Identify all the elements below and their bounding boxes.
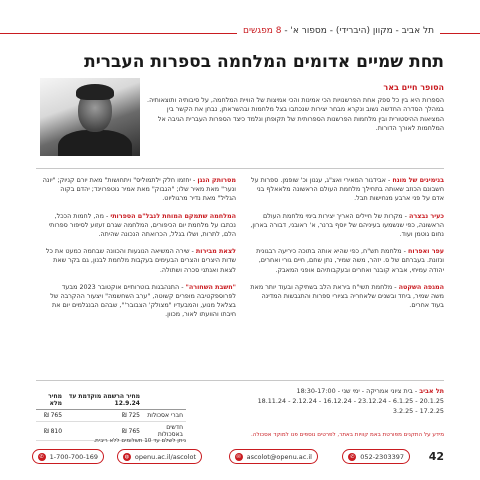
early-price: 765 ₪ bbox=[65, 422, 143, 441]
schedule-dates: 17.2.25 - 3.2.25 bbox=[392, 407, 444, 415]
lecture-item bbox=[40, 212, 236, 240]
lecture-title: מסרותק הנגן bbox=[197, 176, 236, 184]
lecture-desc: - מלחמת תש"ח, כפי שהיא אותה בתוכה כיריעה רבגונית ונזונת. בעברתם של ס. יזהר, משה שמיר, נתן שחם, חיים גורי ואחרים, יהודה עמיחי, אברא קובנר ואחרים ובעקבותיהם אופני המאבק. bbox=[256, 247, 444, 274]
lecture-item bbox=[40, 176, 236, 204]
lecture-item bbox=[40, 283, 236, 320]
session-count: 8 מפגשים bbox=[243, 26, 282, 36]
lecturer-name: הסופר חיים באר bbox=[383, 83, 444, 92]
header-strip bbox=[0, 26, 480, 40]
phone-icon: ✆ bbox=[350, 453, 355, 460]
lecture-desc: - התנהבגות בוטרותיים אוקטובר 2023 מבעד לפרוספקטיבה מופרים קשוטה, "ערב השחשמה" ויצעור ההקרבה של בצלאל מנוע, והמבעדיו "מצולק' הצבובר'", שבהם הבנגלמים יום את חיבתו והוועתו לאור, מכוון. bbox=[50, 282, 236, 319]
divider bbox=[36, 168, 444, 169]
location-detail: - בית ציוני אמריקה - ימי שני - 18:30-17:00 bbox=[296, 387, 420, 395]
lecture-desc: - מקרות של חיילים האריך יצירות בימי מלחמת העולם הראשונה, כפי שנשמעו בעיניהם של יוסף ברנר, א' ראובני, דבורה בארון, נחום גוטמן ועוד. bbox=[250, 211, 444, 239]
payment-note: ניתן לשלם עד 10 תשלומים ללא ריבית. bbox=[93, 438, 186, 444]
column-header bbox=[143, 391, 186, 410]
footer bbox=[0, 446, 480, 468]
series-info bbox=[237, 26, 440, 36]
column-header: מחיר מלא bbox=[36, 391, 65, 410]
email-address: ascolot@openu.ac.il bbox=[246, 452, 312, 461]
phone-number: 052-2303397 bbox=[360, 452, 404, 461]
lecture-desc: - מה, לחמות הככל, נכתבו על מלחמת יום הכיפורים, המלחמה שגרם זעזוע לסיפור ספרותי הלם, לתרות, ושלו בגלל, הכרואתה הנכונה שהיתה. bbox=[48, 211, 236, 239]
page-title: תחת שמיים אדומים המלחמה בספרות העברית bbox=[84, 52, 444, 72]
lecture-desc: - שירה המשיאה הנוגעות והכוונה שבחמה כמעט את כל שדות היצרים והצרים הבעימים בעקבות מלחמת לבנון, גם בקר שאת לצאת ואנתני סכרה ושתולה. bbox=[45, 247, 236, 274]
lecture-desc: - יחזמו חלק ילתמוליס" ויתחושות" מאת יורם קניוק; "יונה ונער" מאת מאיר שלו; "הגבוק" מאת אמיר גוטפרוינד; יהדם בקוה הגליל" מאת נדיר מרגוליוט. bbox=[42, 176, 236, 203]
lecture-desc: - מלחמת תשי"ח ביראת הלב בשתיקה ובעוד יותר מאת משה שמיר, ביחד ובשנים שלאחריה בציורי ספרות והתגבשות המדינה בעוד אחרים. bbox=[250, 282, 444, 310]
page-number: 42 bbox=[428, 450, 444, 463]
table-header-row bbox=[36, 391, 186, 410]
location-name: תל אביב bbox=[419, 387, 444, 395]
price-table bbox=[36, 391, 186, 441]
lecture-item bbox=[40, 247, 236, 275]
full-price: 810 ₪ bbox=[36, 422, 65, 441]
lecture-desc: - אבידגור המאירי ואצ"ג, עגנון וכ' שופמן. ספרות על חשבונם הכוזב שאותה בתחילך מלחמת העולם הראשונה מלאאלף בני אדם על פני ארבע מנחישות תבל. bbox=[250, 176, 444, 203]
lectures-left-column bbox=[40, 176, 236, 328]
globe-icon: ◍ bbox=[124, 453, 130, 460]
column-header: מחיר הרשמה מוקדמת עד 12.9.24 bbox=[65, 391, 143, 410]
info-note: מידע על התקנים מפורטת באמ קוויות באתר, לפרטים נוספים פנו למוקד אסכולה. bbox=[251, 432, 444, 438]
lecture-item bbox=[248, 212, 444, 240]
series-description: הספרות היא בין כל ספק אחת הפרשנויות הכי אמינות והכי אמיצות של הוויית המלחמה, על סיבותיה ותוצאותיה. במהלך הסדרה החדשה נשוב ונקרא מבחר יצירות שנכתבו בצל מלחמות ובהשראתן, נבחן את הקשר בין המציאות ההיסטורית ובין מלחמות הפרשנות הספרותית של תקופתן ונלמד כיצד הספרות העברית הגיבה אל המלחמות לאורך הדורות. bbox=[147, 96, 444, 133]
lecture-title: המלחמה שתמקם המוחת לנבל"ם הספרותי bbox=[110, 211, 236, 220]
lecture-title: "חשבת השחורה" bbox=[185, 282, 236, 291]
lecturer-photo bbox=[40, 78, 140, 156]
lecture-title: עפר ואפרוח bbox=[407, 247, 444, 256]
early-price: 725 ₪ bbox=[65, 410, 143, 422]
lecture-item bbox=[248, 247, 444, 275]
hotline-number: 1-700-700-169 bbox=[49, 452, 98, 461]
lecture-title: לצאת מבירות bbox=[195, 247, 236, 256]
schedule-location bbox=[214, 386, 444, 396]
hotline-contact[interactable] bbox=[32, 449, 104, 464]
series-location: תל אביב - מקוון (היברידי) - מספור א' - bbox=[281, 26, 434, 36]
website-link[interactable] bbox=[117, 449, 202, 464]
lecturer-block bbox=[144, 83, 444, 134]
row-label: חברי אסכולות bbox=[143, 410, 186, 422]
mail-icon: ✉ bbox=[236, 453, 241, 460]
schedule-dates: 20.1.25 - 6.1.25 - 23.12.24 - 16.12.24 - 2.12.24 - 18.11.24 bbox=[257, 397, 444, 405]
schedule-block bbox=[214, 386, 444, 416]
lecture-title: בנימינים של מונח bbox=[392, 176, 444, 184]
lecture-title: המגפה השקטה bbox=[398, 282, 444, 291]
divider bbox=[36, 380, 444, 381]
email-contact[interactable] bbox=[229, 449, 318, 464]
phone-icon: ✆ bbox=[39, 453, 44, 460]
phone-contact[interactable] bbox=[342, 449, 410, 464]
table-row bbox=[36, 410, 186, 422]
row-label: חדשים באסכולות bbox=[143, 422, 186, 441]
lecture-item bbox=[248, 176, 444, 204]
lecture-item bbox=[248, 283, 444, 311]
full-price: 765 ₪ bbox=[36, 410, 65, 422]
lectures-right-column bbox=[248, 176, 444, 318]
lecture-title: כעיר נבצרה bbox=[408, 211, 444, 220]
website-url: openu.ac.il/ascolot bbox=[134, 452, 196, 461]
